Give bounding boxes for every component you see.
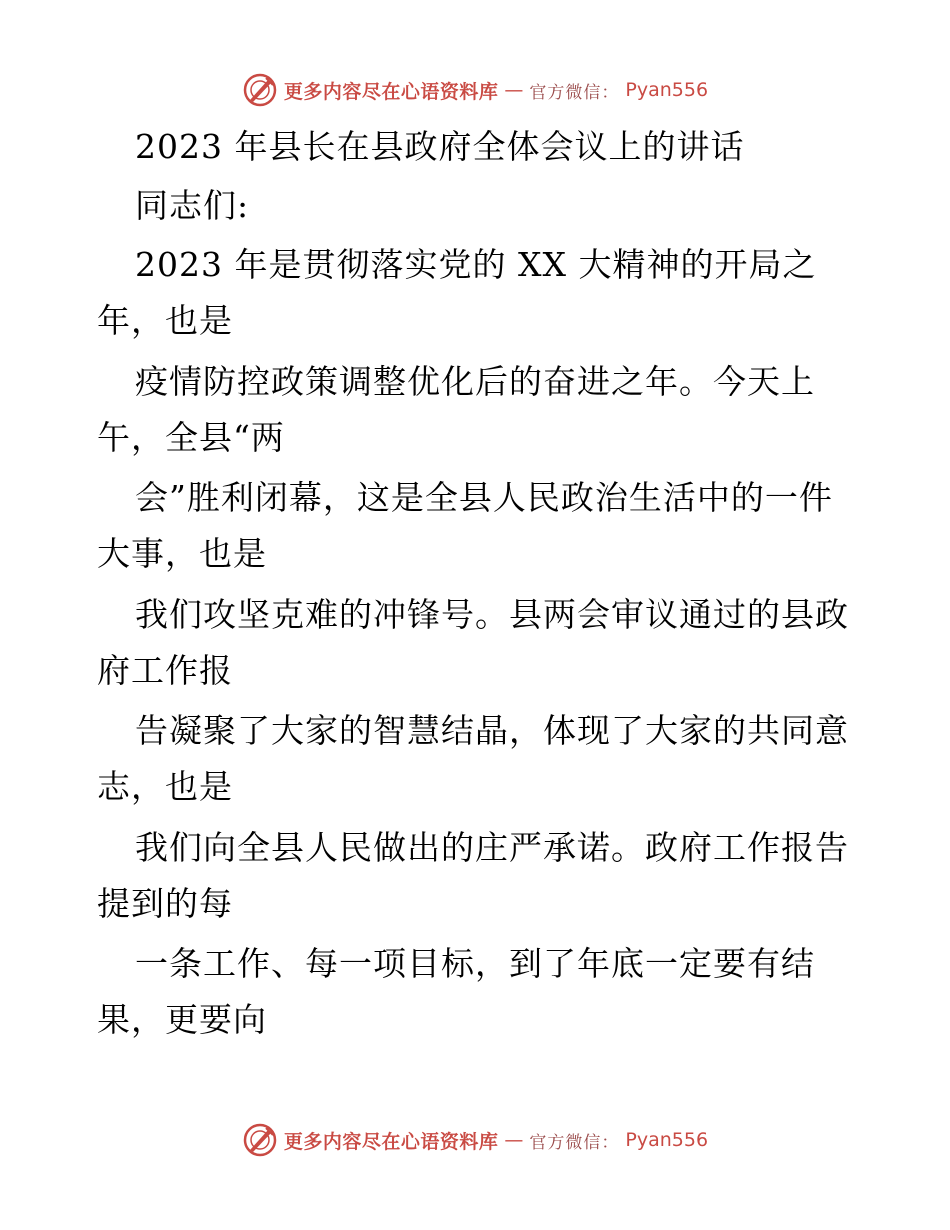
- text-line: 大事，也是: [97, 534, 267, 573]
- watermark-account: Pyan556: [625, 79, 709, 101]
- text-line: 疫情防控政策调整优化后的奋进之年。今天上: [135, 362, 815, 401]
- quill-logo-icon: [242, 1122, 278, 1158]
- text-line: 午，全县“两: [97, 418, 285, 457]
- text-line: 年，也是: [97, 301, 233, 340]
- watermark-account: Pyan556: [625, 1129, 709, 1151]
- watermark-brand: 更多内容尽在心语资料库: [283, 1130, 499, 1153]
- text-line: 告凝聚了大家的智慧结晶，体现了大家的共同意: [135, 711, 849, 750]
- salutation: 同志们:: [135, 186, 250, 225]
- watermark-label: 官方微信：: [529, 1132, 620, 1153]
- watermark-dash: —: [504, 1129, 524, 1151]
- text-line: 志，也是: [97, 767, 233, 806]
- text-line: 一条工作、每一项目标，到了年底一定要有结: [135, 944, 815, 983]
- text-line: 2023 年是贯彻落实党的 XX 大精神的开局之: [135, 245, 817, 284]
- watermark-footer: [0, 1120, 950, 1160]
- text-line: 我们攻坚克难的冲锋号。县两会审议通过的县政: [135, 595, 849, 634]
- document-title: 2023 年县长在县政府全体会议上的讲话: [135, 127, 745, 166]
- watermark-brand: 更多内容尽在心语资料库: [283, 80, 499, 103]
- text-line: 我们向全县人民做出的庄严承诺。政府工作报告: [135, 828, 849, 867]
- watermark-label: 官方微信：: [529, 82, 620, 103]
- text-line: 提到的每: [97, 884, 233, 923]
- text-line: 府工作报: [97, 651, 233, 690]
- watermark-dash: —: [504, 79, 524, 101]
- text-line: 果，更要向: [97, 1000, 267, 1039]
- text-line: 会”胜利闭幕，这是全县人民政治生活中的一件: [135, 478, 833, 517]
